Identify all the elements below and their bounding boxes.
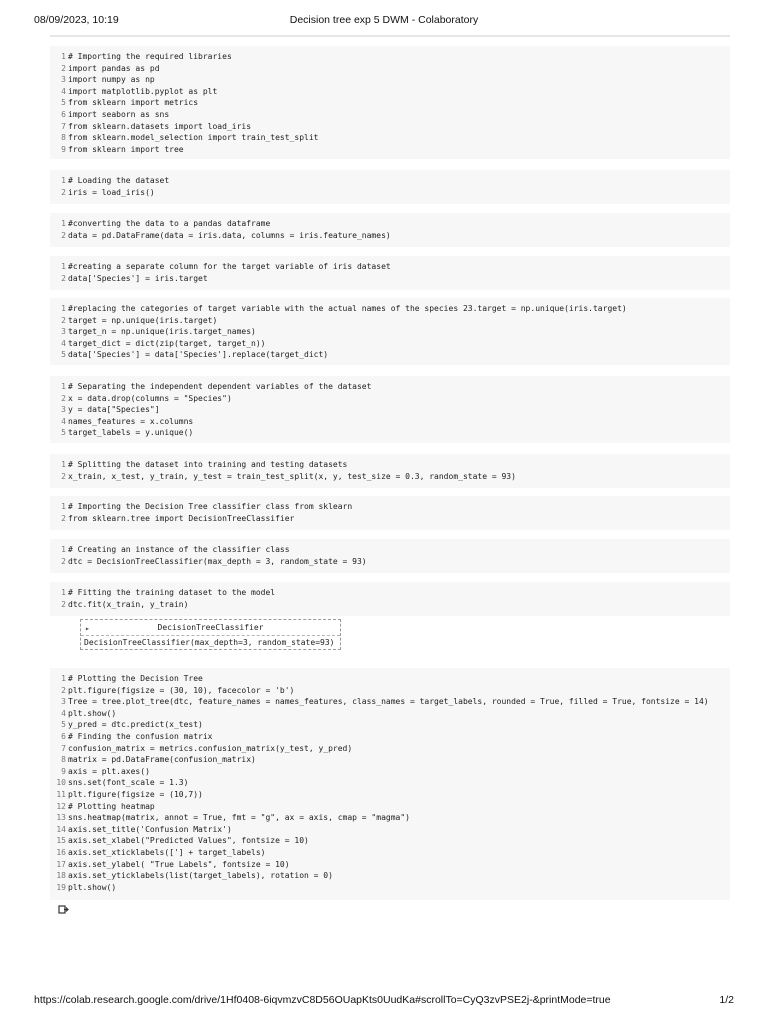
page-url[interactable]: https://colab.research.google.com/drive/1Hf0408-6iqvmzvC8D56OUapKts0UudKa#scrollTo=CyQ3zvPSE2j-&printMode=true xyxy=(34,994,611,1006)
code-line xyxy=(50,349,730,361)
code-text: from sklearn import metrics xyxy=(68,98,199,108)
code-text: x_train, x_test, y_train, y_test = train_test_split(x, y, test_size = 0.3, random_state = 93) xyxy=(68,471,516,481)
code-line xyxy=(50,144,730,156)
code-cell[interactable] xyxy=(50,213,730,247)
code-text: # Importing the Decision Tree classifier class from sklearn xyxy=(68,502,353,511)
code-text: data['Species'] = data['Species'].replace(target_dict) xyxy=(68,350,329,360)
code-line xyxy=(50,121,730,133)
line-number: 2 xyxy=(61,471,66,481)
line-number: 1 xyxy=(61,502,66,511)
code-line xyxy=(50,459,730,471)
code-text: # Fitting the training dataset to the model xyxy=(68,588,276,597)
code-text: from sklearn.tree import DecisionTreeClassifier xyxy=(68,513,295,523)
line-number: 3 xyxy=(61,405,66,415)
page-number: 1/2 xyxy=(719,994,734,1006)
code-line xyxy=(50,777,730,789)
code-text: # Importing the required libraries xyxy=(68,52,232,61)
code-text: x = data.drop(columns = "Species") xyxy=(68,393,232,403)
code-text: #creating a separate column for the target variable of iris dataset xyxy=(68,262,391,271)
line-number: 8 xyxy=(61,133,66,143)
line-number: 2 xyxy=(61,393,66,403)
code-text: confusion_matrix = metrics.confusion_matrix(y_test, y_pred) xyxy=(68,743,353,753)
code-text: axis.set_xticklabels(['] + target_labels) xyxy=(68,847,266,857)
line-number: 2 xyxy=(61,315,66,325)
code-cell[interactable] xyxy=(50,582,730,616)
code-text: from sklearn.datasets import load_iris xyxy=(68,121,252,131)
code-text: # Loading the dataset xyxy=(68,176,170,185)
code-line xyxy=(50,599,730,611)
code-line xyxy=(50,187,730,199)
code-text: y_pred = dtc.predict(x_test) xyxy=(68,720,203,730)
code-text: # Separating the independent dependent variables of the dataset xyxy=(68,382,372,391)
code-cell[interactable] xyxy=(50,539,730,573)
line-number: 3 xyxy=(61,75,66,85)
code-line xyxy=(50,338,730,350)
line-number: 1 xyxy=(61,176,66,185)
code-line xyxy=(50,766,730,778)
line-number: 8 xyxy=(61,755,66,765)
code-cell[interactable] xyxy=(50,376,730,443)
line-number: 6 xyxy=(61,109,66,119)
code-text: axis.set_title('Confusion Matrix') xyxy=(68,824,232,834)
code-text: # Plotting the Decision Tree xyxy=(68,674,203,683)
code-line xyxy=(50,743,730,755)
line-number: 2 xyxy=(61,273,66,283)
code-text: dtc.fit(x_train, y_train) xyxy=(68,599,189,609)
code-text: target_n = np.unique(iris.target_names) xyxy=(68,327,256,337)
code-text: import pandas as pd xyxy=(68,63,160,73)
code-line xyxy=(50,587,730,599)
code-line xyxy=(50,719,730,731)
code-text: axis.set_xlabel("Predicted Values", fontsize = 10) xyxy=(68,836,309,846)
line-number: 5 xyxy=(61,350,66,360)
code-line xyxy=(50,801,730,813)
code-line xyxy=(50,381,730,393)
line-number: 7 xyxy=(61,743,66,753)
line-number: 2 xyxy=(61,599,66,609)
code-text: axis.set_yticklabels(list(target_labels), rotation = 0) xyxy=(68,871,333,881)
code-line xyxy=(50,63,730,75)
code-line xyxy=(50,708,730,720)
line-number: 4 xyxy=(61,416,66,426)
estimator-title[interactable]: DecisionTreeClassifier xyxy=(157,623,264,632)
code-text: plt.figure(figsize = (10,7)) xyxy=(68,789,203,799)
code-cell[interactable] xyxy=(50,170,730,204)
code-line xyxy=(50,870,730,882)
code-line xyxy=(50,74,730,86)
code-text: plt.figure(figsize = (30, 10), facecolor = 'b') xyxy=(68,685,295,695)
code-line xyxy=(50,696,730,708)
code-line xyxy=(50,109,730,121)
line-number: 1 xyxy=(61,588,66,597)
line-number: 3 xyxy=(61,697,66,707)
code-text: target = np.unique(iris.target) xyxy=(68,315,218,325)
code-cell[interactable] xyxy=(50,496,730,530)
code-line xyxy=(50,501,730,513)
code-text: names_features = x.columns xyxy=(68,416,194,426)
code-line xyxy=(50,556,730,568)
line-number: 5 xyxy=(61,98,66,108)
line-number: 1 xyxy=(61,382,66,391)
line-number: 9 xyxy=(61,766,66,776)
code-line xyxy=(50,673,730,685)
code-text: import numpy as np xyxy=(68,75,155,85)
line-number: 11 xyxy=(56,789,66,799)
line-number: 2 xyxy=(61,230,66,240)
code-line xyxy=(50,859,730,871)
line-number: 1 xyxy=(61,460,66,469)
line-number: 7 xyxy=(61,121,66,131)
code-line xyxy=(50,471,730,483)
code-text: target_dict = dict(zip(target, target_n)) xyxy=(68,338,266,348)
code-line xyxy=(50,789,730,801)
code-text: axis.set_ylabel( "True Labels", fontsize = 10) xyxy=(68,859,290,869)
code-cell[interactable] xyxy=(50,298,730,365)
code-text: Tree = tree.plot_tree(dtc, feature_names = names_features, class_names = target_labels, rounded = True, filled = True, fontsize = 14) xyxy=(68,697,709,707)
code-text: y = data["Species"] xyxy=(68,405,160,415)
line-number: 1 xyxy=(61,674,66,683)
line-number: 4 xyxy=(61,86,66,96)
code-text: data = pd.DataFrame(data = iris.data, columns = iris.feature_names) xyxy=(68,230,391,240)
code-text: sns.heatmap(matrix, annot = True, fmt = "g", ax = axis, cmap = "magma") xyxy=(68,813,410,823)
line-number: 1 xyxy=(61,52,66,61)
code-text: # Plotting heatmap xyxy=(68,801,155,811)
line-number: 5 xyxy=(61,428,66,438)
code-line xyxy=(50,230,730,242)
code-text: #replacing the categories of target variable with the actual names of the species 23.target = np.unique(iris.target) xyxy=(68,304,627,313)
line-number: 1 xyxy=(61,304,66,313)
code-line xyxy=(50,416,730,428)
code-cell[interactable] xyxy=(50,46,730,159)
line-number: 10 xyxy=(56,778,66,788)
line-number: 14 xyxy=(56,824,66,834)
print-footer xyxy=(34,994,734,1008)
code-line xyxy=(50,315,730,327)
code-line xyxy=(50,685,730,697)
code-line xyxy=(50,731,730,743)
code-text: axis = plt.axes() xyxy=(68,766,150,776)
line-number: 9 xyxy=(61,144,66,154)
estimator-repr: DecisionTreeClassifier(max_depth=3, random_state=93) xyxy=(84,638,335,647)
print-datetime: 08/09/2023, 10:19 xyxy=(34,14,119,26)
code-line xyxy=(50,824,730,836)
code-line xyxy=(50,175,730,187)
code-text: import matplotlib.pyplot as plt xyxy=(68,86,218,96)
code-text: plt.show() xyxy=(68,708,117,718)
code-line xyxy=(50,303,730,315)
line-number: 15 xyxy=(56,836,66,846)
code-line xyxy=(50,218,730,230)
line-number: 4 xyxy=(61,338,66,348)
line-number: 6 xyxy=(61,731,66,741)
code-text: # Splitting the dataset into training and testing datasets xyxy=(68,460,348,469)
expand-toggle-icon[interactable]: ▸ xyxy=(85,624,90,633)
line-number: 2 xyxy=(61,556,66,566)
code-line xyxy=(50,132,730,144)
code-text: import seaborn as sns xyxy=(68,109,170,119)
code-line xyxy=(50,812,730,824)
code-text: iris = load_iris() xyxy=(68,187,155,197)
line-number: 2 xyxy=(61,63,66,73)
code-line xyxy=(50,754,730,766)
code-text: #converting the data to a pandas dataframe xyxy=(68,219,271,228)
line-number: 5 xyxy=(61,720,66,730)
code-text: data['Species'] = iris.target xyxy=(68,273,208,283)
line-number: 2 xyxy=(61,685,66,695)
line-number: 19 xyxy=(56,882,66,892)
print-header xyxy=(34,14,734,30)
line-number: 4 xyxy=(61,708,66,718)
output-arrow-icon[interactable] xyxy=(58,904,70,916)
line-number: 12 xyxy=(56,801,66,811)
fit-output-box xyxy=(80,619,341,650)
line-number: 3 xyxy=(61,327,66,337)
line-number: 2 xyxy=(61,513,66,523)
code-line xyxy=(50,544,730,556)
code-line xyxy=(50,51,730,63)
line-number: 18 xyxy=(56,871,66,881)
code-line xyxy=(50,86,730,98)
code-line xyxy=(50,513,730,525)
line-number: 1 xyxy=(61,545,66,554)
code-text: matrix = pd.DataFrame(confusion_matrix) xyxy=(68,755,256,765)
code-text: # Finding the confusion matrix xyxy=(68,731,213,741)
code-text: from sklearn import tree xyxy=(68,144,184,154)
code-line xyxy=(50,393,730,405)
code-line xyxy=(50,835,730,847)
code-cell[interactable] xyxy=(50,668,730,900)
line-number: 1 xyxy=(61,219,66,228)
code-line xyxy=(50,326,730,338)
line-number: 13 xyxy=(56,813,66,823)
code-text: dtc = DecisionTreeClassifier(max_depth = 3, random_state = 93) xyxy=(68,556,367,566)
code-line xyxy=(50,273,730,285)
code-text: from sklearn.model_selection import train_test_split xyxy=(68,133,319,143)
code-line xyxy=(50,427,730,439)
code-text: sns.set(font_scale = 1.3) xyxy=(68,778,189,788)
code-line xyxy=(50,882,730,894)
code-text: plt.show() xyxy=(68,882,117,892)
code-text: # Creating an instance of the classifier class xyxy=(68,545,290,554)
line-number: 16 xyxy=(56,847,66,857)
line-number: 1 xyxy=(61,262,66,271)
code-line xyxy=(50,97,730,109)
output-divider xyxy=(81,635,340,636)
code-line xyxy=(50,404,730,416)
code-line xyxy=(50,261,730,273)
line-number: 2 xyxy=(61,187,66,197)
code-cell[interactable] xyxy=(50,454,730,488)
code-line xyxy=(50,847,730,859)
line-number: 17 xyxy=(56,859,66,869)
page-title: Decision tree exp 5 DWM - Colaboratory xyxy=(289,14,479,26)
code-cell[interactable] xyxy=(50,256,730,290)
header-divider xyxy=(50,35,730,37)
code-text: target_labels = y.unique() xyxy=(68,428,194,438)
